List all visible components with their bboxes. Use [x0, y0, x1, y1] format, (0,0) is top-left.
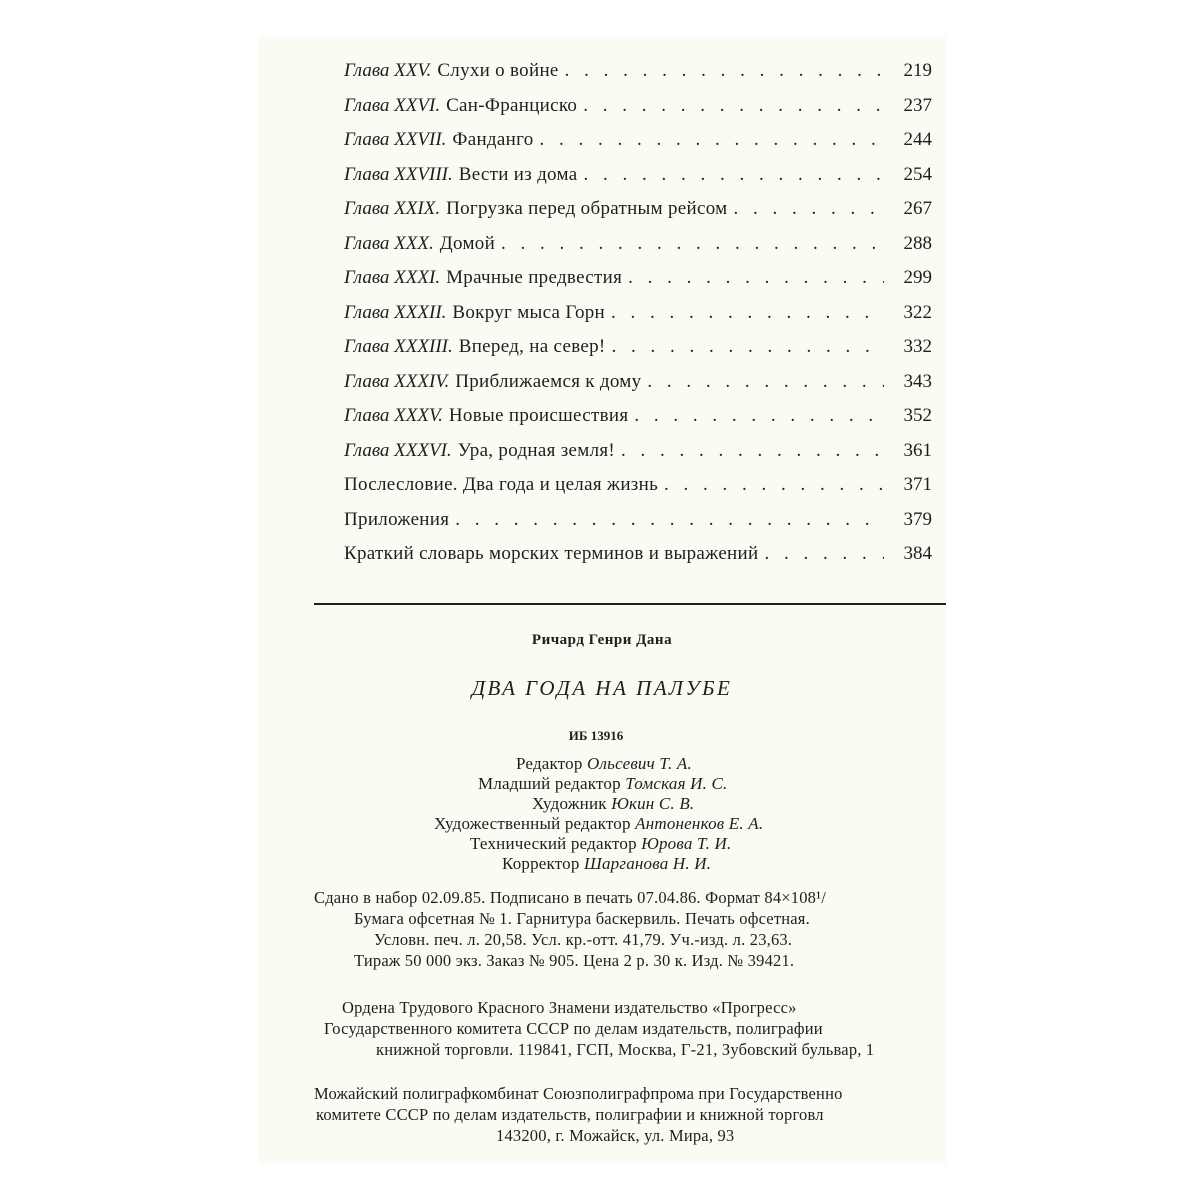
toc-page-number: 237 [903, 94, 932, 116]
toc-entry [344, 129, 932, 164]
toc-chapter-number: Глава XXIX. [344, 198, 441, 219]
toc-leader-dots [664, 474, 884, 496]
credit-person-name: Юкин С. В. [611, 794, 695, 813]
credit-person-name: Антоненков Е. А. [635, 814, 764, 833]
toc-leader-dots [634, 405, 884, 427]
credit-line [418, 774, 938, 794]
toc-entry [344, 509, 932, 544]
book-page [258, 36, 946, 1164]
toc-chapter-number: Глава XXVII. [344, 129, 447, 150]
toc-chapter-title: Погрузка перед обратным рейсом [446, 198, 728, 219]
toc-chapter-title: Домой [439, 232, 496, 254]
toc-page-number: 379 [903, 508, 932, 530]
imprint-line: Можайский полиграфкомбинат Союзполиграфпрома при Государственно [314, 1084, 843, 1103]
toc-leader-dots [612, 336, 884, 358]
imprint-line: Тираж 50 000 экз. Заказ № 905. Цена 2 р. 30 к. Изд. № 39421. [354, 951, 795, 970]
credit-person-name: Ольсевич Т. А. [587, 754, 692, 773]
credit-line [418, 834, 938, 854]
toc-page-number: 288 [903, 232, 932, 254]
toc-chapter-number: Глава XXX. [344, 232, 434, 254]
toc-page-number: 343 [903, 370, 932, 392]
credit-person-name: Шарганова Н. И. [584, 854, 712, 873]
ib-number: ИБ 13916 [568, 728, 624, 743]
toc-chapter-title: Вести из дома [458, 163, 578, 185]
toc-entry [344, 440, 932, 475]
toc-chapter-number: Глава XXXII. [344, 301, 447, 323]
credit-line [418, 794, 938, 814]
toc-leader-dots [628, 267, 884, 289]
toc-page-number: 244 [903, 129, 932, 150]
credit-role: Художественный редактор [434, 814, 631, 833]
print-details [258, 888, 946, 972]
toc-chapter-title: Фанданго [452, 129, 534, 150]
toc-entry [344, 267, 932, 302]
credit-role: Редактор [516, 754, 583, 773]
credit-person-name: Томская И. С. [625, 774, 728, 793]
toc-entry [344, 543, 932, 578]
toc-chapter-title: Сан-Франциско [446, 94, 578, 116]
toc-page-number: 254 [903, 163, 932, 185]
toc-entry [344, 60, 932, 95]
book-title: ДВА ГОДА НА ПАЛУБЕ [471, 676, 733, 700]
toc-entry [344, 474, 932, 509]
toc-leader-dots [734, 198, 885, 220]
toc-chapter-number: Глава XXXVI. [344, 439, 452, 461]
toc-entry [344, 164, 932, 199]
toc-leader-dots [501, 233, 884, 255]
toc-page-number: 361 [903, 439, 932, 461]
toc-page-number: 352 [903, 405, 932, 426]
toc-entry [344, 336, 932, 371]
toc-chapter-title: Краткий словарь морских терминов и выражений [344, 543, 759, 564]
toc-leader-dots [583, 164, 884, 186]
toc-page-number: 219 [903, 60, 932, 81]
toc-leader-dots [647, 371, 884, 393]
credit-line [418, 754, 938, 774]
toc-chapter-title: Новые происшествия [448, 405, 629, 426]
toc-entry [344, 233, 932, 268]
publisher-info [258, 998, 946, 1061]
imprint-line: книжной торговли. 119841, ГСП, Москва, Г-21, Зубовский бульвар, 1 [376, 1040, 875, 1059]
toc-leader-dots [540, 129, 884, 151]
toc-page-number: 322 [903, 301, 932, 323]
toc-chapter-number: Глава XXVIII. [344, 163, 453, 185]
imprint-line: Государственного комитета СССР по делам издательств, полиграфии [324, 1019, 823, 1038]
toc-page-number: 299 [903, 267, 932, 288]
toc-chapter-title: Мрачные предвестия [446, 267, 623, 288]
credit-role: Младший редактор [478, 774, 621, 793]
printer-info [258, 1084, 946, 1147]
toc-leader-dots [583, 95, 884, 117]
table-of-contents [344, 60, 932, 578]
toc-chapter-title: Слухи о войне [437, 60, 559, 81]
imprint-line: 143200, г. Можайск, ул. Мира, 93 [496, 1126, 735, 1145]
toc-page-number: 384 [903, 543, 932, 564]
toc-chapter-title: Приближаемся к дому [455, 370, 642, 392]
toc-page-number: 267 [903, 198, 932, 219]
imprint-line: Ордена Трудового Красного Знамени издательство «Прогресс» [342, 998, 797, 1017]
toc-entry [344, 405, 932, 440]
toc-entry [344, 95, 932, 130]
divider-rule [314, 603, 946, 605]
credit-line [418, 854, 938, 874]
credit-role: Художник [532, 794, 607, 813]
toc-page-number: 332 [903, 336, 932, 357]
credit-role: Корректор [502, 854, 580, 873]
toc-chapter-number: Глава XXXI. [344, 267, 441, 288]
toc-chapter-number: Глава XXXIV. [344, 370, 450, 392]
toc-chapter-title: Приложения [344, 508, 450, 530]
credit-person-name: Юрова Т. И. [641, 834, 732, 853]
toc-chapter-number: Глава XXXV. [344, 405, 443, 426]
toc-entry [344, 302, 932, 337]
toc-leader-dots [764, 543, 884, 565]
toc-leader-dots [455, 509, 884, 531]
toc-chapter-title: Вперед, на север! [458, 336, 606, 357]
toc-chapter-number: Глава XXVI. [344, 94, 441, 116]
imprint-line: Условн. печ. л. 20,58. Усл. кр.-отт. 41,79. Уч.-изд. л. 23,63. [374, 930, 793, 949]
toc-chapter-number: Глава XXV. [344, 60, 432, 81]
toc-leader-dots [621, 440, 884, 462]
toc-chapter-title: Послесловие. Два года и целая жизнь [344, 474, 659, 495]
toc-leader-dots [611, 302, 884, 324]
toc-chapter-number: Глава XXXIII. [344, 336, 453, 357]
imprint-line: Сдано в набор 02.09.85. Подписано в печать 07.04.86. Формат 84×108¹/ [314, 888, 827, 907]
toc-entry [344, 371, 932, 406]
imprint-line: комитете СССР по делам издательств, полиграфии и книжной торговл [316, 1105, 824, 1124]
credit-role: Технический редактор [470, 834, 637, 853]
toc-entry [344, 198, 932, 233]
imprint-line: Бумага офсетная № 1. Гарнитура баскервиль. Печать офсетная. [354, 909, 810, 928]
toc-page-number: 371 [903, 474, 932, 495]
toc-leader-dots [565, 60, 884, 82]
toc-chapter-title: Вокруг мыса Горн [452, 301, 606, 323]
credit-line [418, 814, 938, 834]
toc-chapter-title: Ура, родная земля! [457, 439, 616, 461]
credits-list [418, 754, 938, 874]
author-name: Ричард Генри Дана [531, 632, 673, 648]
